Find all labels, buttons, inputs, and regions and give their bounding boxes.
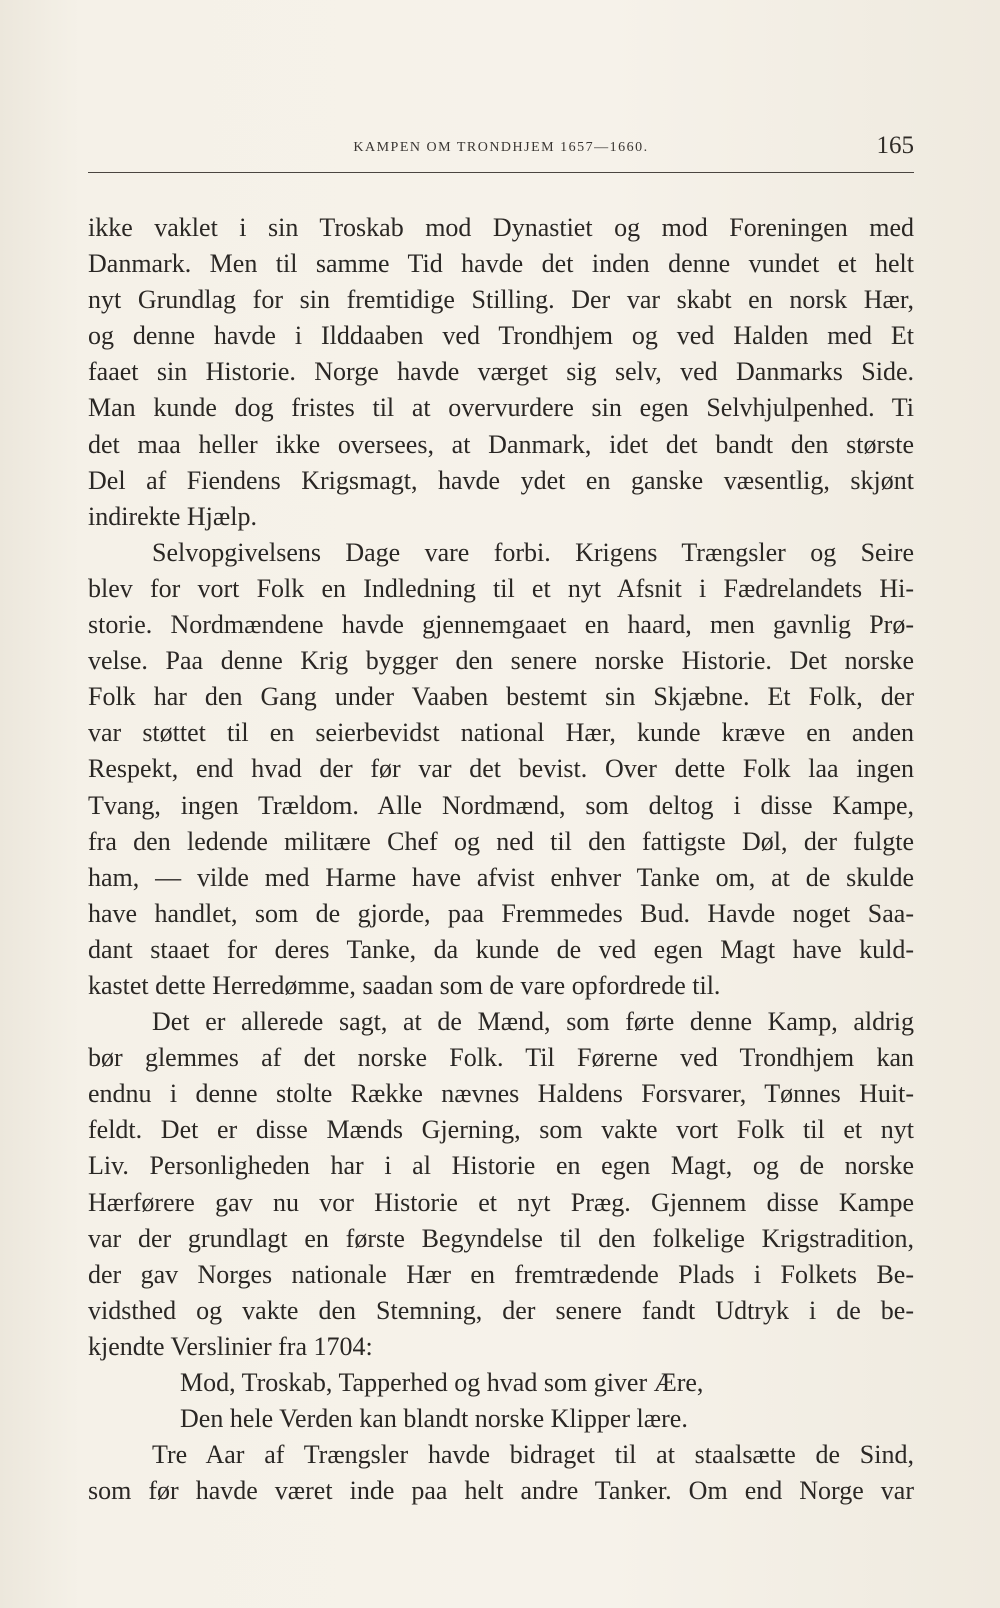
text-line: fra den ledende militære Chef og ned til den fattigste Døl, der fulgte [88,826,914,856]
text-line: bør glemmes af det norske Folk. Til Førerne ved Trondhjem kan [88,1043,914,1073]
text-line: Det er allerede sagt, at de Mænd, som førte denne Kamp, aldrig [152,1007,914,1037]
text-line: Folk har den Gang under Vaaben bestemt sin Skjæbne. Et Folk, der [88,682,914,712]
text-line: Man kunde dog fristes til at overvurdere sin egen Selvhjulpenhed. Ti [88,393,914,423]
text-line: Respekt, end hvad der før var det bevist. Over dette Folk laa ingen [88,754,914,784]
text-line: var der grundlagt en første Begyndelse til den folkelige Krigstradition, [88,1223,914,1253]
header-rule [88,172,914,173]
text-line: og denne havde i Ilddaaben ved Trondhjem og ved Halden med Et [88,321,914,351]
text-line: Tre Aar af Trængsler havde bidraget til at staalsætte de Sind, [152,1440,914,1470]
text-line: Liv. Personligheden har i al Historie en egen Magt, og de norske [88,1151,914,1181]
text-line: det maa heller ikke oversees, at Danmark, idet det bandt den største [88,429,914,459]
text-line: indirekte Hjælp. [88,501,257,531]
text-line: Tvang, ingen Trældom. Alle Nordmænd, som deltog i disse Kampe, [88,790,914,820]
text-line: Selvopgivelsens Dage vare forbi. Krigens Trængsler og Seire [152,537,914,567]
text-line: Mod, Troskab, Tapperhed og hvad som giver Ære, [180,1368,704,1397]
text-line: som før havde været inde paa helt andre Tanker. Om end Norge var [88,1476,914,1506]
text-line: Hærførere gav nu vor Historie et nyt Præg. Gjennem disse Kampe [88,1187,914,1217]
text-line: storie. Nordmændene havde gjennemgaaet en haard, men gavnlig Prø- [88,610,914,640]
page-header [88,120,914,180]
page-number: 165 [876,132,914,159]
text-line: ikke vaklet i sin Troskab mod Dynastiet og mod Foreningen med [88,213,914,242]
text-line: der gav Norges nationale Hær en fremtrædende Plads i Folkets Be- [88,1259,914,1289]
text-line: vidsthed og vakte den Stemning, der senere fandt Udtryk i de be- [88,1295,914,1325]
text-line: faaet sin Historie. Norge havde værget sig selv, ved Danmarks Side. [88,357,914,387]
text-line: Del af Fiendens Krigsmagt, havde ydet en ganske væsentlig, skjønt [88,465,914,495]
text-line: feldt. Det er disse Mænds Gjerning, som vakte vort Folk til et nyt [88,1115,914,1145]
text-line: have handlet, som de gjorde, paa Fremmedes Bud. Havde noget Saa- [88,898,914,928]
text-line: velse. Paa denne Krig bygger den senere norske Historie. Det norske [88,646,914,676]
text-line: ham, — vilde med Harme have afvist enhver Tanke om, at de skulde [88,862,914,892]
text-line: dant staaet for deres Tanke, da kunde de ved egen Magt have kuld- [88,934,914,964]
text-line: kastet dette Herredømme, saadan som de vare opfordrede til. [88,970,721,1000]
body-text [88,210,914,1509]
text-line: Den hele Verden kan blandt norske Klipper lære. [180,1404,688,1434]
text-line: kjendte Verslinier fra 1704: [88,1331,373,1361]
text-line: Danmark. Men til samme Tid havde det inden denne vundet et helt [88,249,914,279]
text-line: blev for vort Folk en Indledning til et nyt Afsnit i Fædrelandets Hi- [88,573,914,603]
text-line: endnu i denne stolte Række nævnes Haldens Forsvarer, Tønnes Huit- [88,1079,914,1109]
text-line: var støttet til en seierbevidst national Hær, kunde kræve en anden [88,718,914,748]
running-title: KAMPEN OM TRONDHJEM 1657—1660. [353,140,649,155]
text-line: nyt Grundlag for sin fremtidige Stilling. Der var skabt en norsk Hær, [88,285,914,315]
